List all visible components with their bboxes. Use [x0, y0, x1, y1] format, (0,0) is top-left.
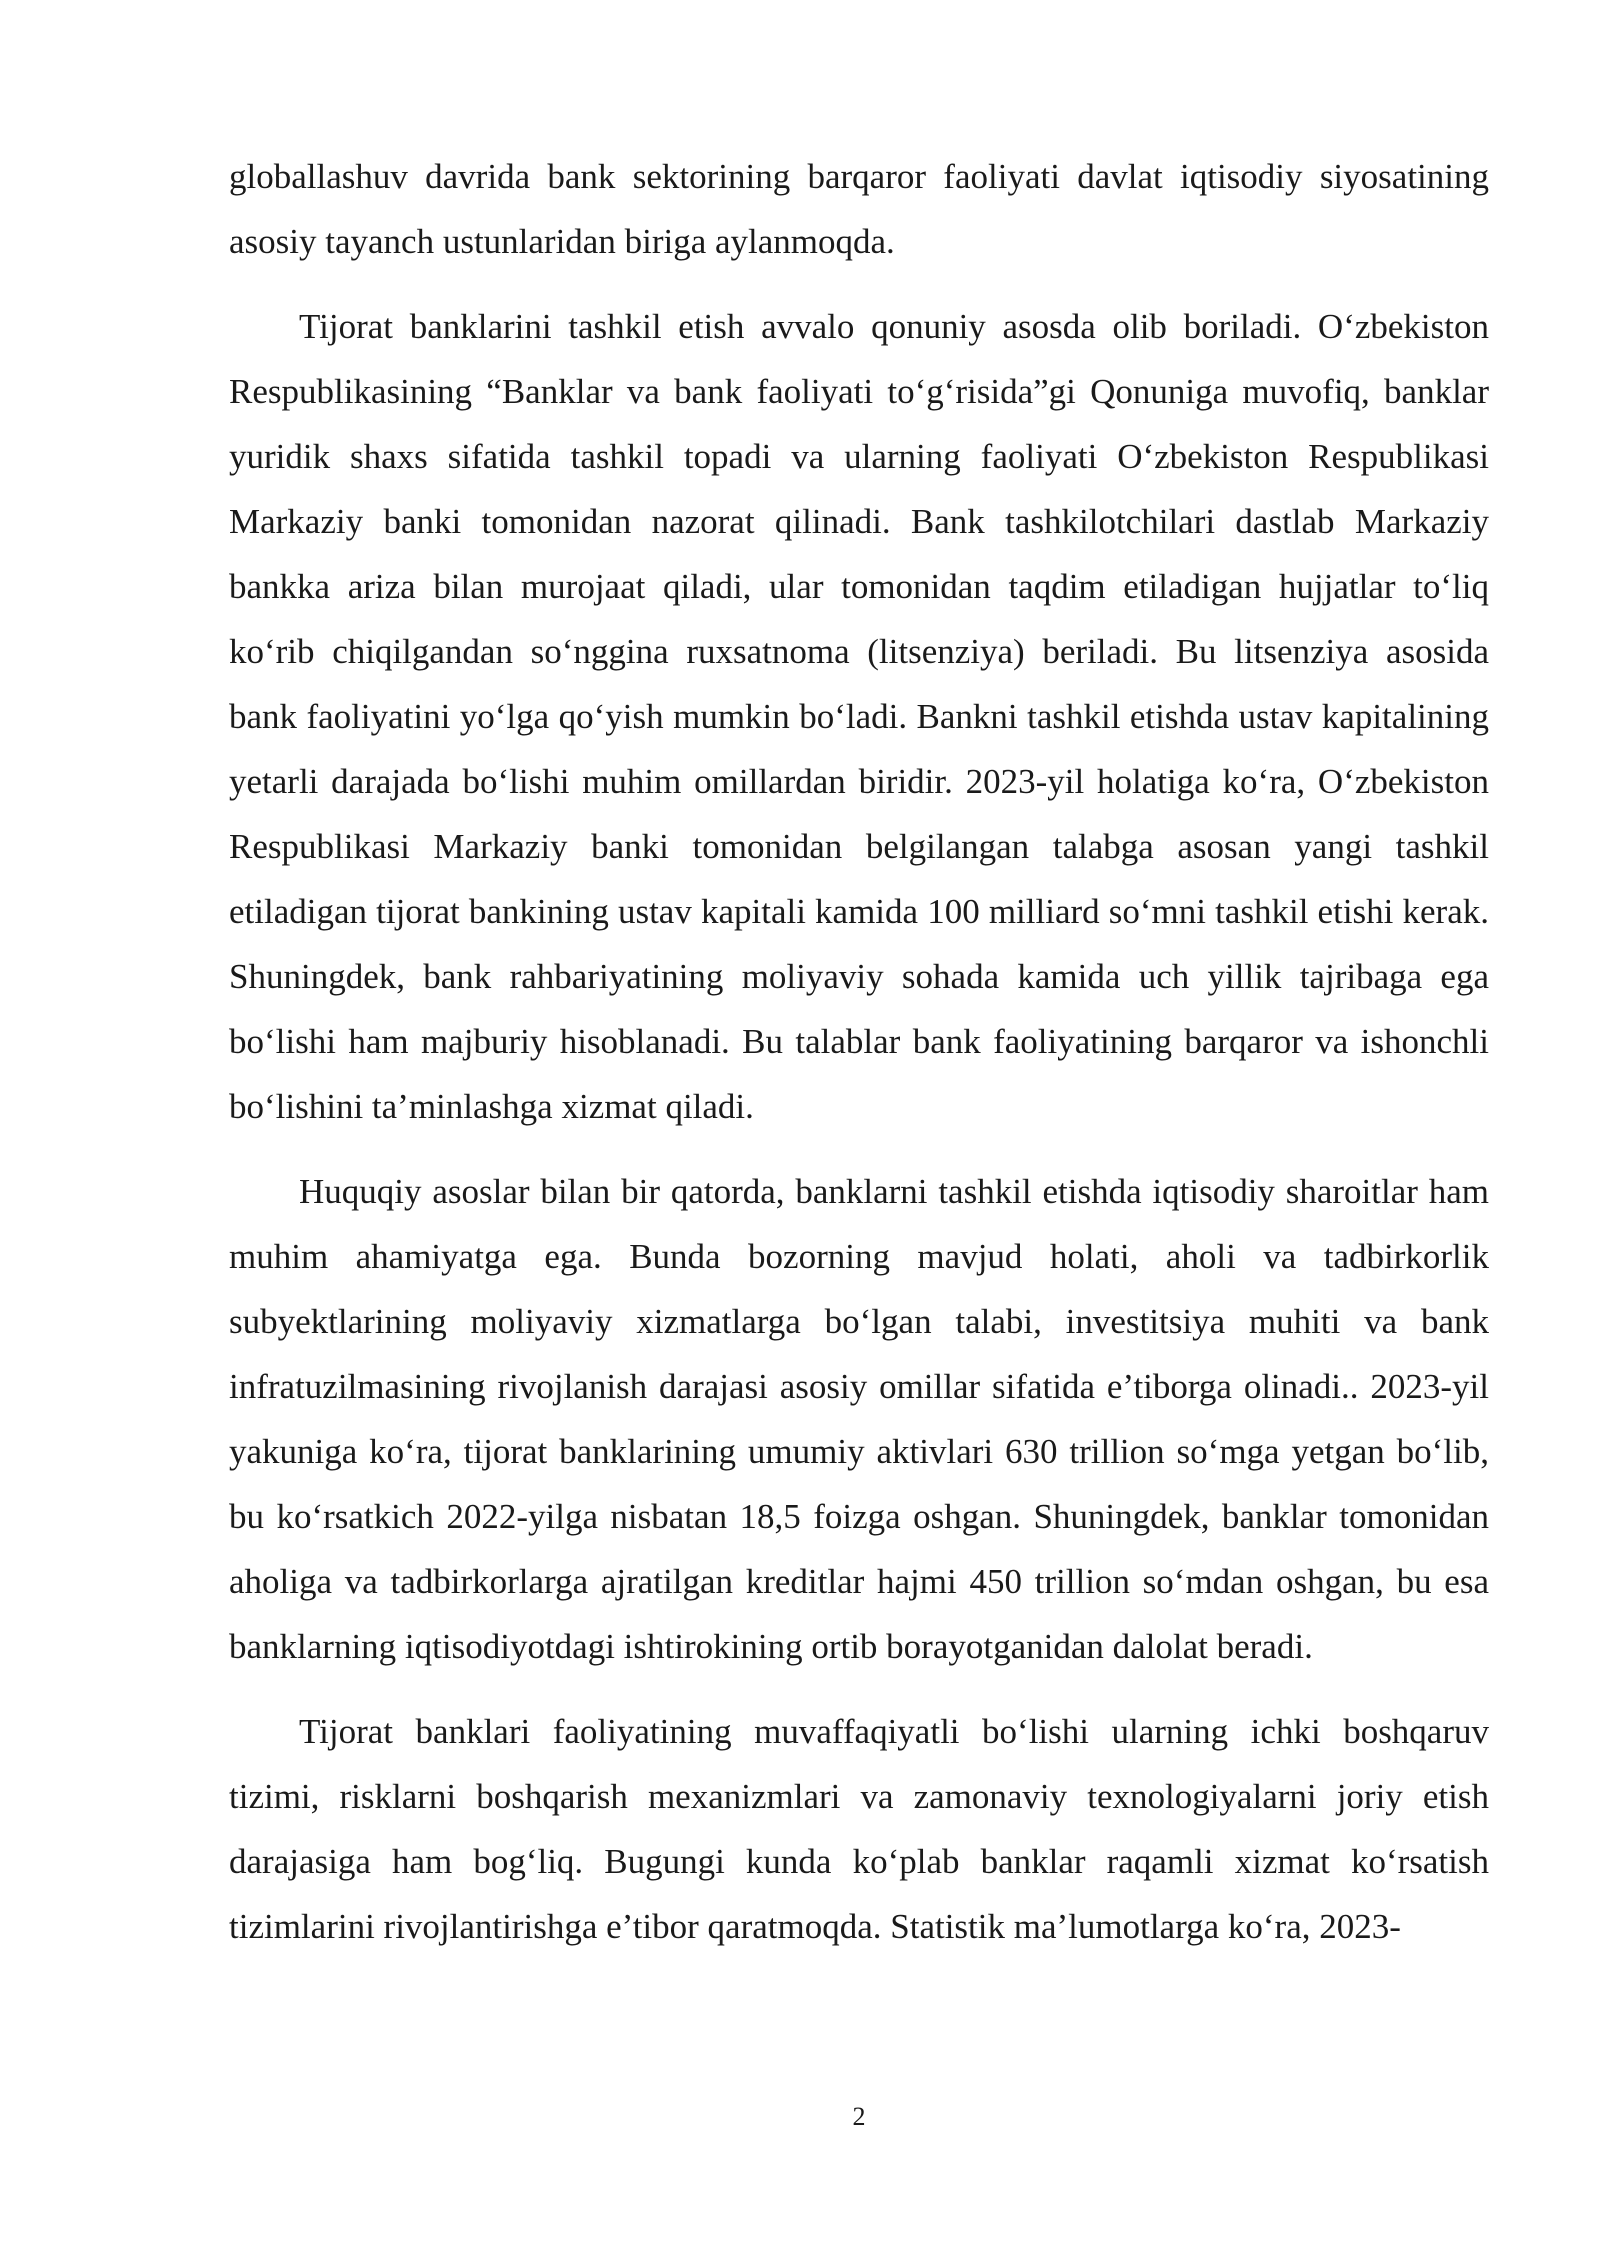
page-number: 2 — [852, 2102, 866, 2131]
paragraph-legal-basis: Tijorat banklarini tashkil etish avvalo qonuniy asosda olib boriladi. O‘zbekiston Respublikasining “Banklar va bank faoliyati to‘g‘risida”gi Qonuniga muvofiq, banklar yuridik shaxs sifatida tashkil topadi va ularning faoliyati O‘zbekiston Respublikasi Markaziy banki tomonidan nazorat qilinadi. Bank tashkilotchilari dastlab Markaziy bankka ariza bilan murojaat qiladi, ular tomonidan taqdim etiladigan hujjatlar to‘liq ko‘rib chiqilgandan so‘nggina ruxsatnoma (litsenziya) beriladi. Bu litsenziya asosida bank faoliyatini yo‘lga qo‘yish mumkin bo‘ladi. Bankni tashkil etishda ustav kapitalining yetarli darajada bo‘lishi muhim omillardan biridir. 2023-yil holatiga ko‘ra, O‘zbekiston Respublikasi Markaziy banki tomonidan belgilangan talabga asosan yangi tashkil etiladigan tijorat bankining ustav kapitali kamida 100 milliard so‘mni tashkil etishi kerak. Shuningdek, bank rahbariyatining moliyaviy sohada kamida uch yillik tajribaga ega bo‘lishi ham majburiy hisoblanadi. Bu talablar bank faoliyatining barqaror va ishonchli bo‘lishini ta’minlashga xizmat qiladi. — [229, 307, 1489, 1126]
paragraph-management-technology: Tijorat banklari faoliyatining muvaffaqiyatli bo‘lishi ularning ichki boshqaruv tizimi, risklarni boshqarish mexanizmlari va zamonaviy texnologiyalarni joriy etish darajasiga ham bog‘liq. Bugungi kunda ko‘plab banklar raqamli xizmat ko‘rsatish tizimlarini rivojlantirishga e’tibor qaratmoqda. Statistik ma’lumotlarga ko‘ra, 2023- — [229, 1712, 1489, 1946]
body-text — [229, 144, 1489, 1959]
paragraph-economic-conditions: Huquqiy asoslar bilan bir qatorda, banklarni tashkil etishda iqtisodiy sharoitlar ham muhim ahamiyatga ega. Bunda bozorning mavjud holati, aholi va tadbirkorlik subyektlarining moliyaviy xizmatlarga bo‘lgan talabi, investitsiya muhiti va bank infratuzilmasining rivojlanish darajasi asosiy omillar sifatida e’tiborga olinadi.. 2023-yil yakuniga ko‘ra, tijorat banklarining umumiy aktivlari 630 trillion so‘mga yetgan bo‘lib, bu ko‘rsatkich 2022-yilga nisbatan 18,5 foizga oshgan. Shuningdek, banklar tomonidan aholiga va tadbirkorlarga ajratilgan kreditlar hajmi 450 trillion so‘mdan oshgan, bu esa banklarning iqtisodiyotdagi ishtirokining ortib borayotganidan dalolat beradi. — [229, 1172, 1489, 1666]
paragraph-continuation: globallashuv davrida bank sektorining barqaror faoliyati davlat iqtisodiy siyosatining asosiy tayanch ustunlaridan biriga aylanmoqda. — [229, 157, 1489, 261]
